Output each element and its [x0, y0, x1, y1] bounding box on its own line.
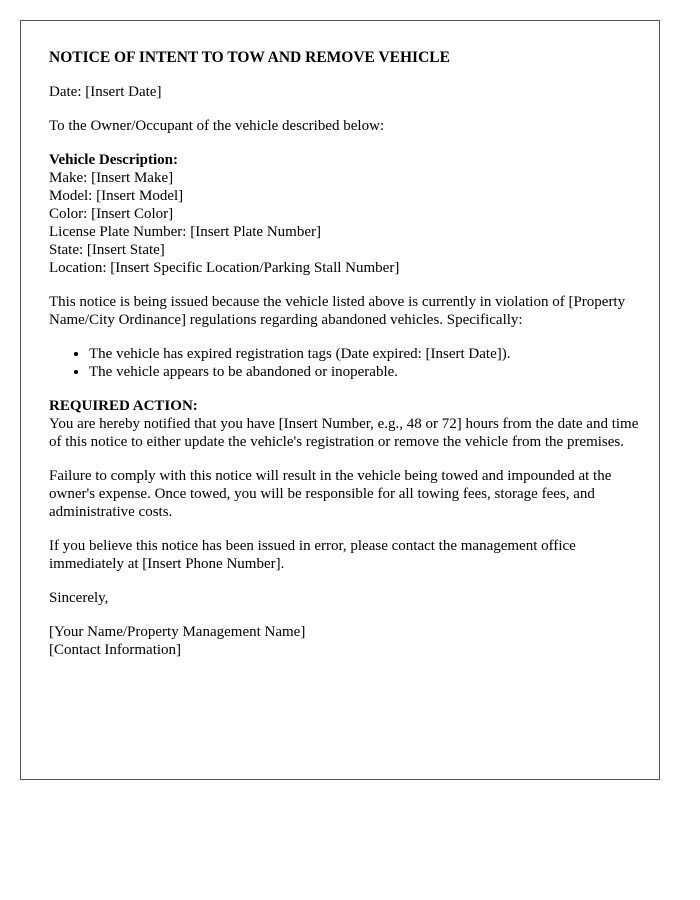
required-action: [49, 397, 639, 451]
vehicle-plate: License Plate Number: [Insert Plate Number]: [49, 224, 321, 240]
violation-list: [49, 345, 639, 381]
list-item: • The vehicle has expired registration tags (Date expired: [Insert Date]).: [89, 345, 639, 363]
error-paragraph: If you believe this notice has been issued in error, please contact the management office immediately at [Insert Phone Number].: [49, 538, 576, 572]
notice-salutation: To the Owner/Occupant of the vehicle described below:: [49, 118, 385, 134]
signature-contact: [Contact Information]: [49, 642, 182, 658]
notice-date: Date: [Insert Date]: [49, 84, 162, 100]
violation-paragraph: This notice is being issued because the vehicle listed above is currently in violation of [Property Name/City Ordinance] regulations regarding abandoned vehicles. Specifically:: [49, 294, 626, 328]
vehicle-description-heading: Vehicle Description:: [49, 152, 179, 168]
required-action-text: You are hereby notified that you have [Insert Number, e.g., 48 or 72] hours from the date and time of this notice to either update the vehicle's registration or remove the vehicle from the premises.: [49, 416, 639, 450]
failure-paragraph: Failure to comply with this notice will result in the vehicle being towed and impounded at the owner's expense. Once towed, you will be responsible for all towing fees, storage fees, and administrative costs.: [49, 468, 612, 520]
vehicle-model: Model: [Insert Model]: [49, 188, 184, 204]
notice-title: NOTICE OF INTENT TO TOW AND REMOVE VEHICLE: [49, 49, 450, 66]
notice-document: [20, 20, 660, 780]
notice-content: [49, 49, 639, 675]
signature-block: [49, 623, 639, 659]
list-item: • The vehicle appears to be abandoned or inoperable.: [89, 363, 639, 381]
signature-name: [Your Name/Property Management Name]: [49, 624, 306, 640]
closing: Sincerely,: [49, 590, 109, 606]
vehicle-make: Make: [Insert Make]: [49, 170, 174, 186]
vehicle-color: Color: [Insert Color]: [49, 206, 174, 222]
required-action-heading: REQUIRED ACTION:: [49, 398, 198, 414]
vehicle-location: Location: [Insert Specific Location/Parking Stall Number]: [49, 260, 400, 276]
vehicle-state: State: [Insert State]: [49, 242, 165, 258]
vehicle-description: [49, 151, 639, 277]
